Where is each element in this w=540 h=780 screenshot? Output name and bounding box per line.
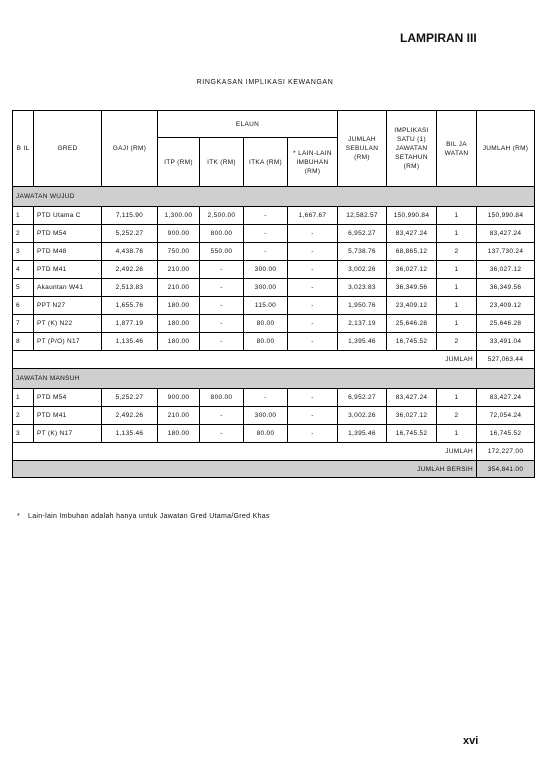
cell-lain-lain: - [288,243,338,261]
header-itka: ITKA (RM) [244,138,288,187]
cell-bil: 5 [13,279,34,297]
cell-itp: 900.00 [158,225,200,243]
cell-itp: 210.00 [158,261,200,279]
cell-bil: 4 [13,261,34,279]
cell-bil: 2 [13,407,34,425]
cell-gaji: 1,655.76 [102,297,158,315]
cell-implikasi-setahun: 150,990.84 [387,207,437,225]
page-number: xvi [463,735,479,747]
cell-jumlah-sebulan: 5,738.76 [338,243,387,261]
cell-bil-jawatan: 1 [437,315,477,333]
cell-lain-lain: - [288,425,338,443]
cell-lain-lain: - [288,279,338,297]
cell-bil: 3 [13,243,34,261]
cell-lain-lain: - [288,315,338,333]
subtotal-row [13,443,535,461]
cell-bil: 8 [13,333,34,351]
table-row [13,389,535,407]
cell-gred: PPT N27 [34,297,102,315]
cell-itk: - [200,407,244,425]
cell-itp: 210.00 [158,407,200,425]
table-row [13,333,535,351]
cell-bil-jawatan: 2 [437,243,477,261]
cell-gaji: 2,513.83 [102,279,158,297]
cell-implikasi-setahun: 25,646.28 [387,315,437,333]
header-lain-lain-imbuhan: * LAIN-LAIN IMBUHAN (RM) [288,138,338,187]
cell-gaji: 5,252.27 [102,225,158,243]
cell-gred: PTD M54 [34,225,102,243]
cell-bil-jawatan: 1 [437,225,477,243]
cell-bil: 1 [13,207,34,225]
cell-bil-jawatan: 1 [437,389,477,407]
footnote-marker: * [17,513,21,520]
cell-jumlah-sebulan: 1,395.46 [338,333,387,351]
grand-total-value: 354,841.00 [477,461,535,478]
cell-gred: PT (K) N17 [34,425,102,443]
cell-jumlah-sebulan: 6,952.27 [338,389,387,407]
cell-itka: 80.00 [244,425,288,443]
cell-jumlah-sebulan: 12,582.57 [338,207,387,225]
cell-bil: 2 [13,225,34,243]
cell-gaji: 1,877.19 [102,315,158,333]
cell-itka: 300.00 [244,279,288,297]
cell-itk: - [200,261,244,279]
cell-jumlah-sebulan: 2,137.19 [338,315,387,333]
header-bil: B IL [13,111,34,187]
cell-itk: 550.00 [200,243,244,261]
cell-itka: 300.00 [244,261,288,279]
cell-jumlah-sebulan: 6,952.27 [338,225,387,243]
table-row [13,425,535,443]
table-row [13,315,535,333]
cell-bil-jawatan: 1 [437,279,477,297]
cell-gred: PTD M54 [34,389,102,407]
section-label: JAWATAN MANSUH [13,369,535,389]
cell-jumlah-sebulan: 3,023.83 [338,279,387,297]
table-row [13,207,535,225]
cell-jumlah: 16,745.52 [477,425,535,443]
section-header-row [13,187,535,207]
header-itp: ITP (RM) [158,138,200,187]
cell-itk: - [200,279,244,297]
financial-summary-table [12,110,535,478]
section-header-row [13,369,535,389]
cell-itka: - [244,389,288,407]
header-gaji: GAJI (RM) [102,111,158,187]
cell-jumlah-sebulan: 3,002.26 [338,407,387,425]
cell-gred: PTD Utama C [34,207,102,225]
cell-itp: 210.00 [158,279,200,297]
cell-itp: 900.00 [158,389,200,407]
cell-itp: 180.00 [158,297,200,315]
cell-jumlah-sebulan: 1,395.46 [338,425,387,443]
cell-jumlah-sebulan: 3,002.26 [338,261,387,279]
cell-gred: PT (P/O) N17 [34,333,102,351]
cell-jumlah: 83,427.24 [477,225,535,243]
cell-itp: 180.00 [158,333,200,351]
cell-itk: - [200,297,244,315]
cell-lain-lain: - [288,389,338,407]
document-title: RINGKASAN IMPLIKASI KEWANGAN [196,79,334,86]
cell-gred: PTD M41 [34,407,102,425]
cell-gaji: 2,492.26 [102,261,158,279]
cell-itp: 1,300.00 [158,207,200,225]
cell-implikasi-setahun: 83,427.24 [387,225,437,243]
cell-itk: - [200,315,244,333]
cell-gaji: 5,252.27 [102,389,158,407]
cell-bil-jawatan: 1 [437,425,477,443]
table-row [13,261,535,279]
cell-bil: 1 [13,389,34,407]
cell-bil-jawatan: 1 [437,261,477,279]
cell-implikasi-setahun: 68,865.12 [387,243,437,261]
cell-gred: PTD M41 [34,261,102,279]
table-row [13,243,535,261]
cell-itk: - [200,333,244,351]
cell-jumlah: 36,349.56 [477,279,535,297]
cell-bil-jawatan: 1 [437,207,477,225]
cell-implikasi-setahun: 36,349.56 [387,279,437,297]
cell-gaji: 2,492.26 [102,407,158,425]
cell-lain-lain: - [288,407,338,425]
cell-itka: - [244,207,288,225]
grand-total-row [13,461,535,478]
cell-lain-lain: - [288,261,338,279]
cell-jumlah: 150,990.84 [477,207,535,225]
cell-itp: 180.00 [158,425,200,443]
header-gred: GRED [34,111,102,187]
header-jumlah: JUMLAH (RM) [477,111,535,187]
cell-itka: 80.00 [244,315,288,333]
cell-jumlah: 137,730.24 [477,243,535,261]
cell-implikasi-setahun: 36,027.12 [387,407,437,425]
cell-bil-jawatan: 1 [437,297,477,315]
cell-itk: 2,500.00 [200,207,244,225]
cell-itka: 80.00 [244,333,288,351]
cell-gaji: 1,135.46 [102,333,158,351]
cell-implikasi-setahun: 83,427.24 [387,389,437,407]
cell-gred: PTD M48 [34,243,102,261]
cell-implikasi-setahun: 23,409.12 [387,297,437,315]
cell-itk: 800.00 [200,389,244,407]
cell-gred: PT (K) N22 [34,315,102,333]
cell-jumlah: 83,427.24 [477,389,535,407]
cell-bil: 7 [13,315,34,333]
section-label: JAWATAN WUJUD [13,187,535,207]
cell-jumlah: 36,027.12 [477,261,535,279]
cell-lain-lain: - [288,297,338,315]
cell-itka: 115.00 [244,297,288,315]
cell-jumlah: 33,491.04 [477,333,535,351]
cell-implikasi-setahun: 16,745.52 [387,425,437,443]
header-elaun: ELAUN [158,111,338,138]
cell-jumlah: 25,646.28 [477,315,535,333]
cell-jumlah: 23,409.12 [477,297,535,315]
cell-itk: 800.00 [200,225,244,243]
cell-implikasi-setahun: 36,027.12 [387,261,437,279]
cell-itp: 180.00 [158,315,200,333]
cell-gaji: 1,135.46 [102,425,158,443]
cell-itp: 750.00 [158,243,200,261]
table-row [13,407,535,425]
subtotal-value: 527,063.44 [477,351,535,369]
cell-lain-lain: - [288,225,338,243]
cell-gred: Akauntan W41 [34,279,102,297]
cell-implikasi-setahun: 16,745.52 [387,333,437,351]
cell-bil: 6 [13,297,34,315]
grand-total-label: JUMLAH BERSIH [13,461,477,478]
table-row [13,225,535,243]
cell-lain-lain: 1,667.67 [288,207,338,225]
header-bil-jawatan: BIL JA WATAN [437,111,477,187]
cell-bil-jawatan: 2 [437,407,477,425]
table-row [13,297,535,315]
cell-lain-lain: - [288,333,338,351]
cell-itka: - [244,243,288,261]
subtotal-value: 172,227.00 [477,443,535,461]
cell-bil-jawatan: 2 [437,333,477,351]
subtotal-label: JUMLAH [13,351,477,369]
header-itk: ITK (RM) [200,138,244,187]
header-implikasi: IMPLIKASI SATU (1) JAWATAN SETAHUN (RM) [387,111,437,187]
cell-itk: - [200,425,244,443]
cell-gaji: 4,438.76 [102,243,158,261]
cell-gaji: 7,115.90 [102,207,158,225]
footnote-text: Lain-lain Imbuhan adalah hanya untuk Jawatan Gred Utama/Gred Khas [28,513,270,520]
appendix-label: LAMPIRAN III [400,31,477,45]
cell-jumlah-sebulan: 1,950.76 [338,297,387,315]
cell-itka: - [244,225,288,243]
cell-bil: 3 [13,425,34,443]
header-jumlah-sebulan: JUMLAH SEBULAN (RM) [338,111,387,187]
subtotal-label: JUMLAH [13,443,477,461]
cell-itka: 300.00 [244,407,288,425]
table-row [13,279,535,297]
cell-jumlah: 72,054.24 [477,407,535,425]
footnote [17,513,270,520]
subtotal-row [13,351,535,369]
